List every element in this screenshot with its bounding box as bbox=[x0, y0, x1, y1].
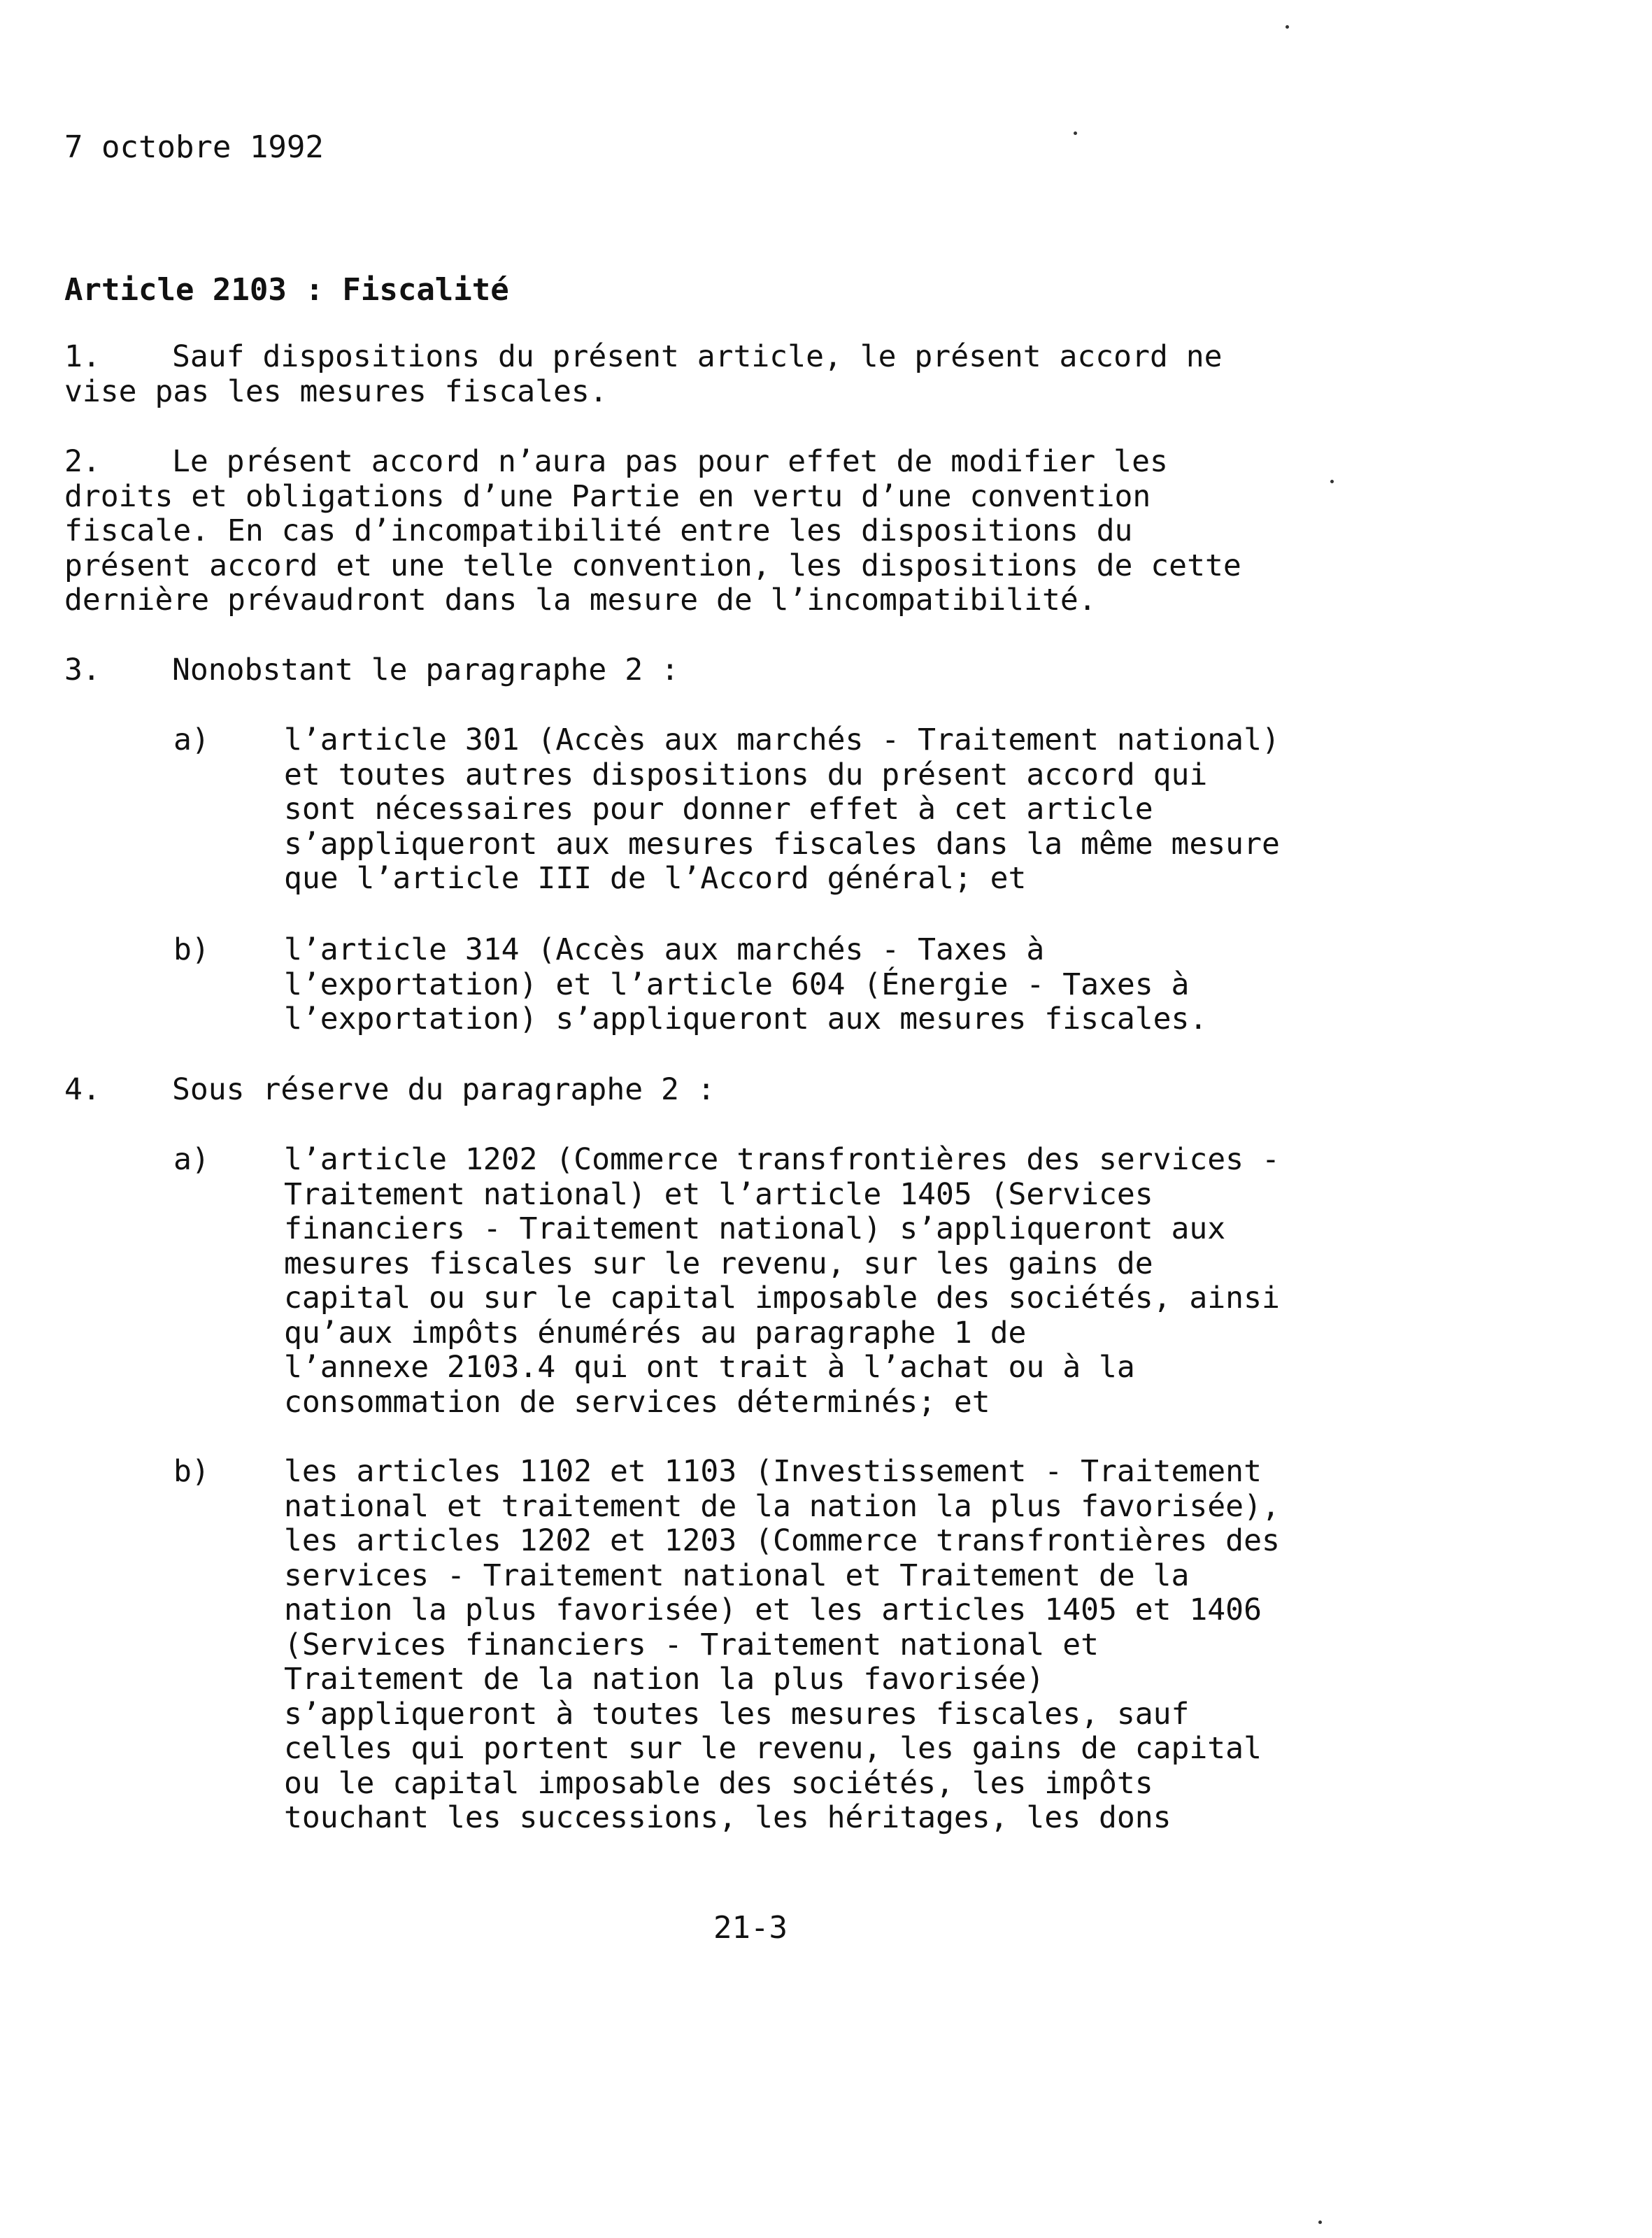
subparagraph-line: l’article 1202 (Commerce transfrontières des services - bbox=[284, 1142, 1280, 1177]
subparagraph-line: Traitement national) et l’article 1405 (Services bbox=[284, 1176, 1153, 1212]
paragraph-3 bbox=[64, 653, 1428, 688]
paragraph-line: droits et obligations d’une Partie en vertu d’une convention bbox=[64, 478, 1151, 514]
scan-speck bbox=[1286, 25, 1289, 29]
paragraph-line: dernière prévaudront dans la mesure de l’incompatibilité. bbox=[64, 583, 1097, 618]
paragraph-number: 3. bbox=[64, 653, 101, 687]
subparagraph-line: touchant les successions, les héritages, les dons bbox=[284, 1800, 1172, 1835]
subparagraph-line: mesures fiscales sur le revenu, sur les gains de bbox=[284, 1246, 1153, 1281]
subparagraph-line: sont nécessaires pour donner effet à cet article bbox=[284, 792, 1153, 827]
subparagraph-line: ou le capital imposable des sociétés, les impôts bbox=[284, 1765, 1153, 1801]
paragraph-intro: Sous réserve du paragraphe 2 : bbox=[172, 1072, 715, 1107]
subparagraph-line: celles qui portent sur le revenu, les gains de capital bbox=[284, 1731, 1262, 1766]
subparagraph-line: (Services financiers - Traitement national et bbox=[284, 1627, 1099, 1662]
subparagraph-line: s’appliqueront à toutes les mesures fiscales, sauf bbox=[284, 1696, 1190, 1732]
paragraph-2 bbox=[64, 445, 1428, 618]
paragraph-1 bbox=[64, 340, 1428, 409]
subparagraph-line: et toutes autres dispositions du présent accord qui bbox=[284, 757, 1208, 792]
paragraph-number: 1. bbox=[64, 339, 101, 374]
page-number: 21-3 bbox=[713, 1910, 788, 1946]
subparagraph-line: les articles 1102 et 1103 (Investissement - Traitement bbox=[284, 1454, 1262, 1489]
paragraph-number: 2. bbox=[64, 444, 101, 479]
subparagraph-line: les articles 1202 et 1203 (Commerce transfrontières des bbox=[284, 1523, 1280, 1558]
subparagraph-line: s’appliqueront aux mesures fiscales dans la même mesure bbox=[284, 826, 1280, 862]
subparagraph-line: national et traitement de la nation la plus favorisée), bbox=[284, 1488, 1280, 1524]
subparagraph-line: l’article 314 (Accès aux marchés - Taxes à bbox=[284, 932, 1045, 967]
scan-speck bbox=[1318, 2221, 1322, 2224]
subparagraph-line: financiers - Traitement national) s’appliqueront aux bbox=[284, 1211, 1226, 1246]
subparagraph-letter: a) bbox=[173, 1142, 210, 1177]
subparagraph-line: consommation de services déterminés; et bbox=[284, 1384, 990, 1420]
paragraph-line: présent accord et une telle convention, les dispositions de cette bbox=[64, 548, 1241, 583]
paragraph-4 bbox=[64, 1073, 1428, 1108]
paragraph-number: 4. bbox=[64, 1072, 101, 1107]
article-heading: Article 2103 : Fiscalité bbox=[64, 272, 509, 308]
subparagraph-line: l’article 301 (Accès aux marchés - Traitement national) bbox=[284, 722, 1280, 757]
subparagraph-letter: b) bbox=[173, 1454, 210, 1489]
paragraph-line: vise pas les mesures fiscales. bbox=[64, 373, 608, 409]
subparagraph-line: qu’aux impôts énumérés au paragraphe 1 de bbox=[284, 1315, 1027, 1350]
subparagraph-line: l’exportation) s’appliqueront aux mesures fiscales. bbox=[284, 1002, 1208, 1036]
paragraph-intro: Nonobstant le paragraphe 2 : bbox=[172, 653, 679, 687]
subparagraph-line: l’annexe 2103.4 qui ont trait à l’achat ou à la bbox=[284, 1350, 1135, 1385]
subparagraph-letter: a) bbox=[173, 722, 210, 757]
subparagraph-line: que l’article III de l’Accord général; et bbox=[284, 861, 1027, 896]
document-date: 7 octobre 1992 bbox=[64, 129, 324, 165]
subparagraph-line: nation la plus favorisée) et les articles 1405 et 1406 bbox=[284, 1592, 1262, 1627]
paragraph-line: Le présent accord n’aura pas pour effet de modifier les bbox=[172, 444, 1168, 479]
paragraph-line: Sauf dispositions du présent article, le présent accord ne bbox=[172, 339, 1223, 374]
subparagraph-line: services - Traitement national et Traitement de la bbox=[284, 1558, 1190, 1593]
paragraph-line: fiscale. En cas d’incompatibilité entre les dispositions du bbox=[64, 513, 1133, 548]
subparagraph-line: Traitement de la nation la plus favorisée) bbox=[284, 1662, 1045, 1697]
subparagraph-line: l’exportation) et l’article 604 (Énergie - Taxes à bbox=[284, 967, 1190, 1002]
subparagraph-letter: b) bbox=[173, 932, 210, 967]
scan-speck bbox=[1074, 131, 1077, 135]
subparagraph-line: capital ou sur le capital imposable des sociétés, ainsi bbox=[284, 1281, 1280, 1316]
